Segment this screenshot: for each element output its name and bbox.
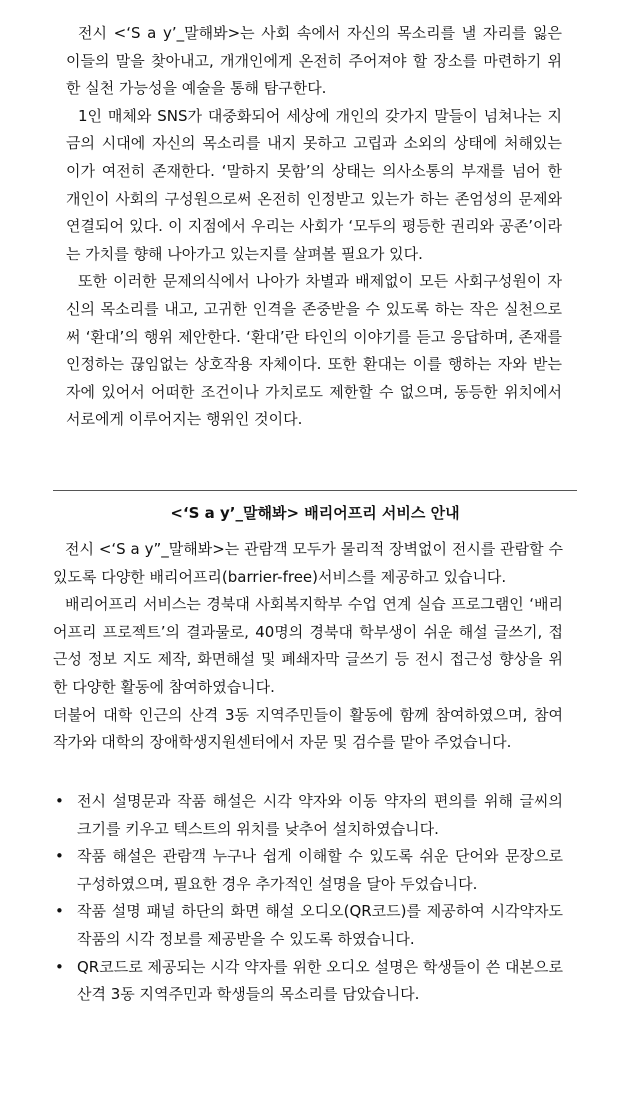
bullet-icon: •: [55, 792, 64, 810]
intro-paragraph: 또한 이러한 문제의식에서 나아가 차별과 배제없이 모든 사회구성원이 자신의 목소리를 내고, 고귀한 인격을 존중받을 수 있도록 하는 작은 실천으로써 ‘환대’의 행위 제안한다. ‘환대’란 타인의 이야기를 듣고 응답하며, 존재를 인정하는 끊임없는 상호작용 자체이다. 또한 환대는 이를 행하는 자와 받는 자에 있어서 어떠한 조건이나 가치로도 제한할 수 없으며, 동등한 위치에서 서로에게 이루어지는 행위인 것이다.: [66, 272, 562, 429]
list-item: [53, 898, 563, 953]
section-title: <‘S a y’_말해봐> 배리어프리 서비스 안내: [170, 504, 460, 522]
list-item-text: QR코드로 제공되는 시각 약자를 위한 오디오 설명은 학생들이 쓴 대본으로 산격 3동 지역주민과 학생들의 목소리를 담았습니다.: [77, 957, 563, 1004]
list-item-text: 작품 해설은 관람객 누구나 쉽게 이해할 수 있도록 쉬운 단어와 문장으로 구성하였으며, 필요한 경우 추가적인 설명을 달아 두었습니다.: [77, 847, 563, 893]
service-paragraph: 전시 <‘S a y”_말해봐>는 관람객 모두가 물리적 장벽없이 전시를 관람할 수 있도록 다양한 배리어프리(barrier-free)서비스를 제공하고 있습니다.: [53, 540, 563, 586]
intro-paragraph: 1인 매체와 SNS가 대중화되어 세상에 개인의 갖가지 말들이 넘쳐나는 지금의 시대에 자신의 목소리를 내지 못하고 고립과 소외의 상태에 처해있는 이가 여전히 존재한다. ‘말하지 못함’의 상태는 의사소통의 부재를 넘어 한 개인이 사회의 구성원으로써 온전히 인정받고 있는가 하는 존엄성의 문제와 연결되어 있다. 이 지점에서 우리는 사회가 ‘모두의 평등한 권리와 공존’이라는 가치를 향해 나아가고 있는지를 살펴볼 필요가 있다.: [66, 106, 562, 263]
intro-text: [66, 20, 562, 434]
bullet-icon: •: [55, 902, 64, 921]
list-item: [53, 788, 563, 843]
intro-paragraph: 전시 <‘S a y’_말해봐>는 사회 속에서 자신의 목소리를 낼 자리를 잃은 이들의 말을 찾아내고, 개개인에게 온전히 주어져야 할 장소를 마련하기 위한 실천 가능성을 예술을 통해 탐구한다.: [66, 24, 562, 98]
service-paragraph: 더불어 대학 인근의 산격 3동 지역주민들이 활동에 함께 참여하였으며, 참여 작가와 대학의 장애학생지원센터에서 자문 및 검수를 맡아 주었습니다.: [53, 705, 563, 752]
bullet-icon: •: [55, 957, 64, 976]
service-bullet-list: [53, 788, 563, 1009]
list-item-text: 전시 설명문과 작품 해설은 시각 약자와 이동 약자의 편의를 위해 글씨의 크기를 키우고 텍스트의 위치를 낮추어 설치하였습니다.: [77, 792, 563, 838]
service-paragraph: 배리어프리 서비스는 경북대 사회복지학부 수업 연계 실습 프로그램인 ‘배리어프리 프로젝트’의 결과물로, 40명의 경북대 학부생이 쉬운 해설 글쓰기, 접근성 정보 지도 제작, 화면해설 및 폐쇄자막 글쓰기 등 전시 접근성 향상을 위한 다양한 활동에 참여하였습니다.: [53, 595, 563, 696]
bullet-icon: •: [55, 847, 64, 866]
service-description: [53, 536, 563, 757]
section-divider: [53, 490, 577, 491]
list-item: [53, 954, 563, 1009]
list-item-text: 작품 설명 패널 하단의 화면 해설 오디오(QR코드)를 제공하여 시각약자도 작품의 시각 정보를 제공받을 수 있도록 하였습니다.: [77, 902, 563, 948]
list-item: [53, 843, 563, 898]
